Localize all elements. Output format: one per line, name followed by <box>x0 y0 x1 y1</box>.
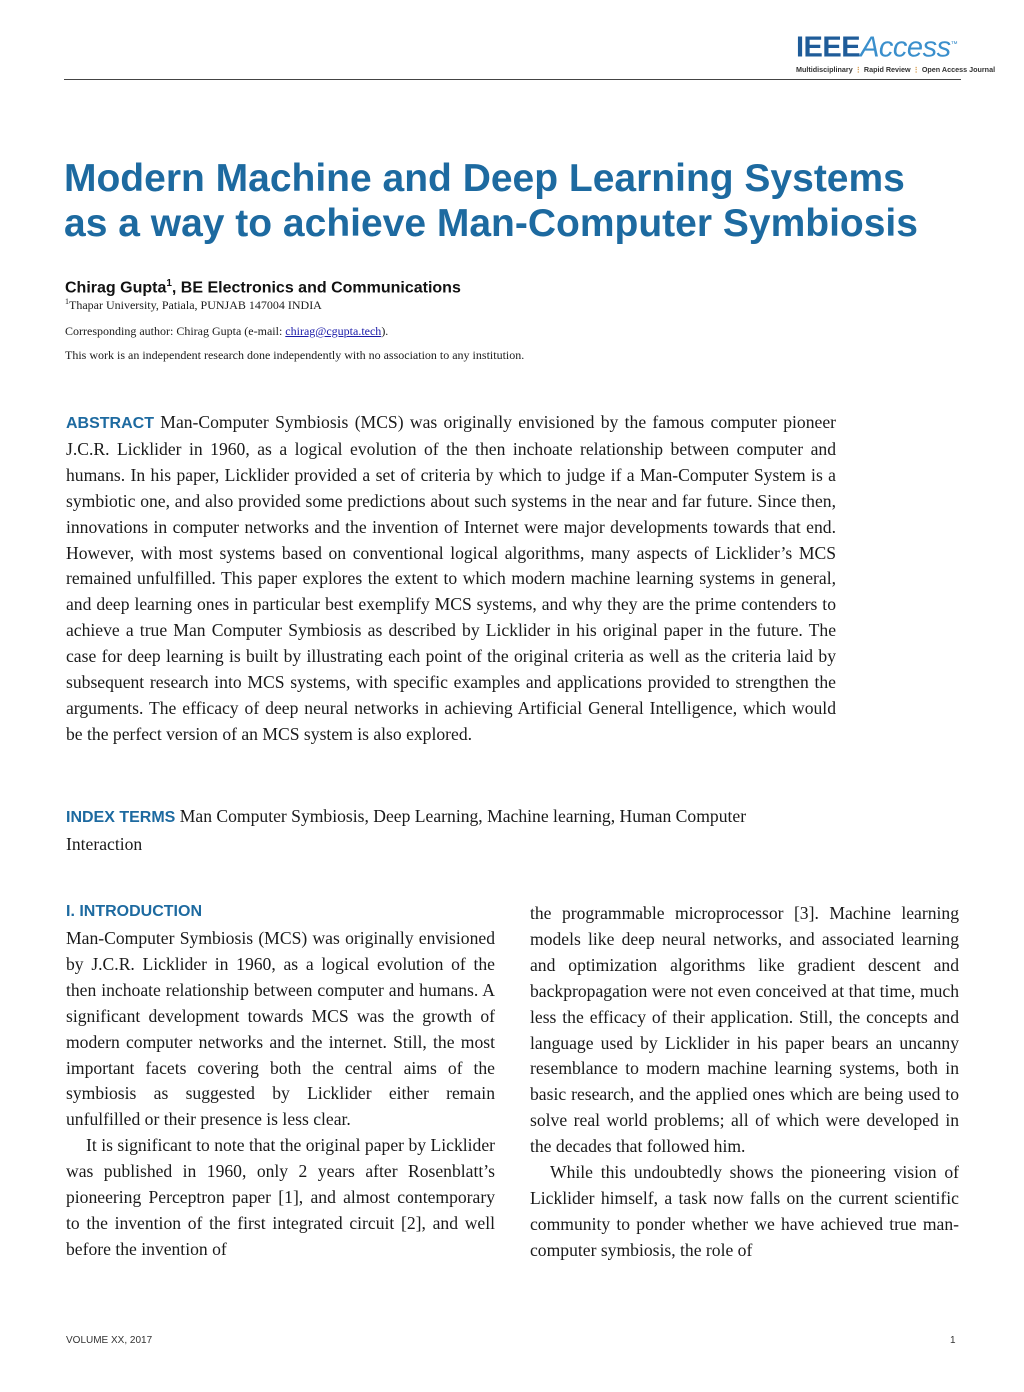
intro-paragraph-4: While this undoubtedly shows the pioneering vision of Licklider himself, a task now falls on the current scientific community to ponder whether we have achieved true man-computer symbiosis, the role of <box>530 1162 959 1260</box>
ieee-access-logo <box>796 30 996 74</box>
footer-page-number: 1 <box>950 1335 956 1346</box>
corresponding-prefix: Corresponding author: Chirag Gupta (e-mail: <box>65 324 286 338</box>
title-line-1: Modern Machine and Deep Learning Systems <box>64 157 905 200</box>
left-column <box>66 900 495 1263</box>
intro-paragraph-1: Man-Computer Symbiosis (MCS) was originally envisioned by J.C.R. Licklider in 1960, as a logical evolution of the then inchoate relationship between computer and humans. A significant development towards MCS was the growth of modern computer networks and the internet. Still, the most important facets covering both the central aims of the symbiosis as suggested by Licklider either remain unfulfilled or their presence is less clear. <box>66 928 495 1130</box>
tagline-part: Open Access Journal <box>921 64 996 74</box>
intro-paragraph-2: It is significant to note that the original paper by Licklider was published in 1960, only 2 years after Rosenblatt’s pioneering Perceptron paper [1], and almost contemporary to the invention of the first integrated circuit [2], and well before the invention of <box>66 1135 495 1259</box>
logo-ieee-text: IEEE <box>796 31 861 64</box>
index-terms-text: Man Computer Symbiosis, Deep Learning, Machine learning, Human Computer Interaction <box>66 806 747 854</box>
right-column <box>530 901 959 1264</box>
tagline-separator: ⋮ <box>912 64 920 74</box>
author-name: Chirag Gupta <box>65 279 167 297</box>
logo-access-text: Access <box>860 31 951 64</box>
affiliation <box>65 297 322 313</box>
paper-title <box>64 156 964 246</box>
author-degree: , BE Electronics and Communications <box>171 279 461 297</box>
corresponding-author <box>65 324 388 339</box>
intro-paragraph-3: the programmable microprocessor [3]. Machine learning models like deep neural networks, and associated learning and optimization algorithms like gradient descent and backpropagation were not even conceived at that time, much less the efficacy of their application. Still, the concepts and language used by Licklider in his paper bears an uncanny resemblance to modern machine learning systems, both in basic research, and the applied ones which are being used to solve real world problems; all of which were developed in the decades that followed him. <box>530 903 959 1157</box>
author-line <box>65 278 461 297</box>
tagline-separator: ⋮ <box>854 64 862 74</box>
affiliation-text: Thapar University, Patiala, PUNJAB 147004 INDIA <box>69 298 322 312</box>
section-heading-introduction: I. INTRODUCTION <box>66 903 202 920</box>
abstract-label: ABSTRACT <box>66 415 154 432</box>
corresponding-suffix: ). <box>381 324 389 338</box>
abstract-text: Man-Computer Symbiosis (MCS) was originally envisioned by the famous computer pioneer J.C.R. Licklider in 1960, as a logical evolution of the then inchoate relationship between computer and humans. In his paper, Licklider provided a set of criteria by which to judge if a Man-Computer System is a symbiotic one, and also provided some predictions about such systems in the near and far future. Since then, innovations in computer networks and the invention of Internet were major developments towards that end. However, with most systems based on conventional logical algorithms, many aspects of Licklider’s MCS remained unfulfilled. This paper explores the extent to which modern machine learning systems in general, and deep learning ones in particular best exemplify MCS systems, and why they are the prime contenders to achieve a true Man Computer Symbiosis as described by Licklider in his original paper in the future. The case for deep learning is built by illustrating each point of the original criteria as well as the criteria laid by subsequent research into MCS systems, with specific examples and applications provided to strengthen the arguments. The efficacy of deep neural networks in achieving Artificial General Intelligence, which would be the perfect version of an MCS system is also explored. <box>66 412 836 744</box>
index-terms-label: INDEX TERMS <box>66 809 176 826</box>
logo-trademark: ™ <box>950 41 958 48</box>
index-terms <box>66 803 826 857</box>
logo-wordmark <box>796 30 966 63</box>
footer-volume: VOLUME XX, 2017 <box>66 1335 153 1346</box>
header-rule <box>64 79 961 80</box>
title-line-2: as a way to achieve Man-Computer Symbiosis <box>64 202 918 245</box>
email-link[interactable]: chirag@cgupta.tech <box>285 324 382 338</box>
independence-note: This work is an independent research done independently with no association to any institution. <box>65 348 525 362</box>
logo-tagline <box>796 64 996 74</box>
affiliation-mark: 1 <box>65 297 69 306</box>
tagline-part: Rapid Review <box>863 64 911 74</box>
abstract <box>66 410 836 748</box>
tagline-part: Multidisciplinary <box>796 64 853 74</box>
author-affiliation-mark: 1 <box>166 278 172 289</box>
